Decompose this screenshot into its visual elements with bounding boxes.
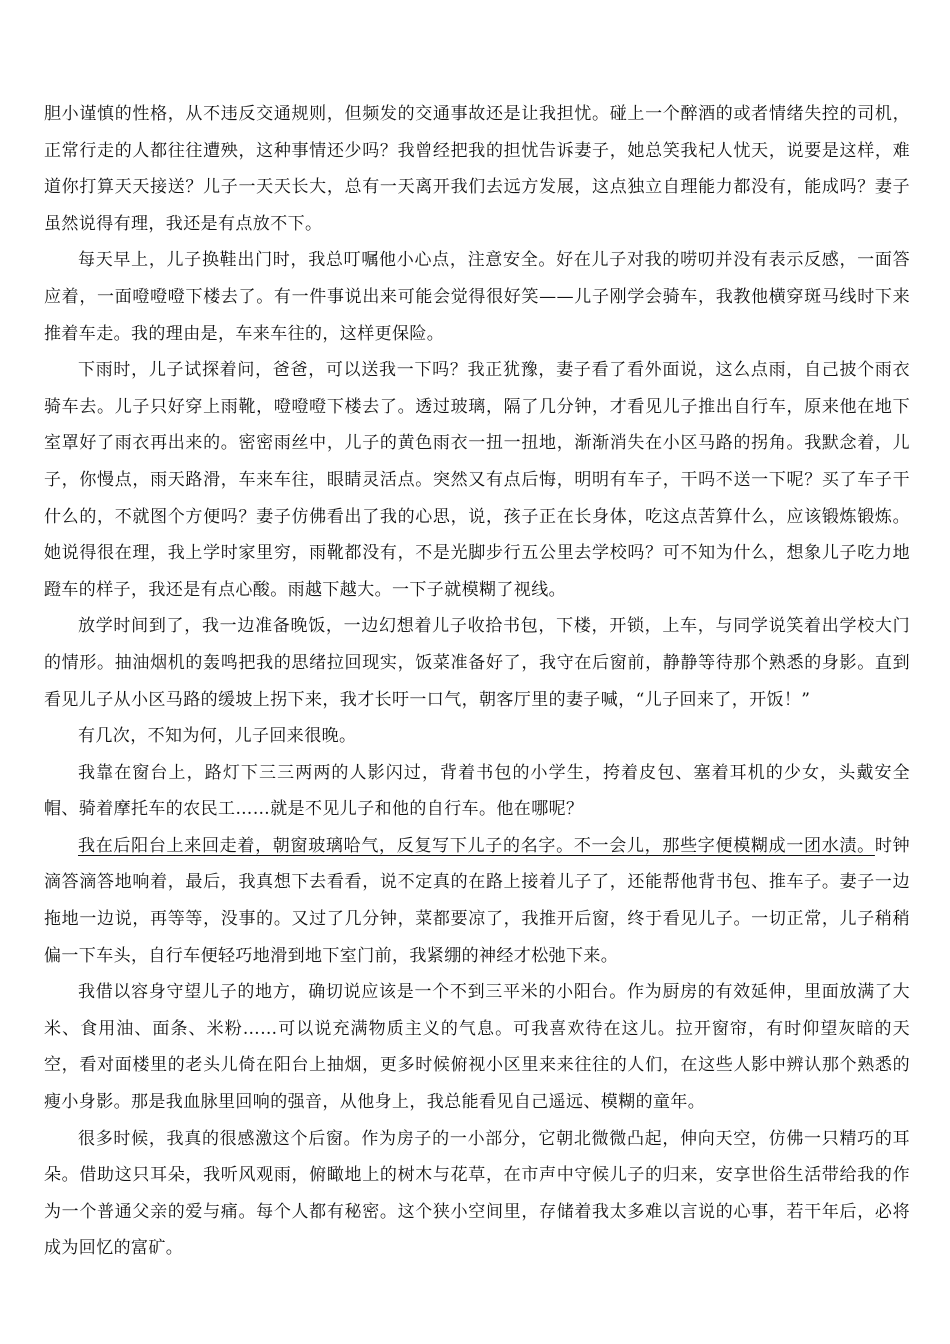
paragraph-7 (44, 828, 910, 974)
paragraph-6: 我靠在窗台上，路灯下三三两两的人影闪过，背着书包的小学生，挎着皮包、塞着耳机的少女，头戴安全帽、骑着摩托车的农民工……就是不见儿子和他的自行车。他在哪呢？ (44, 762, 910, 820)
paragraph-3: 下雨时，儿子试探着问，爸爸，可以送我一下吗？我正犹豫，妻子看了看外面说，这么点雨，自己披个雨衣骑车去。儿子只好穿上雨靴，噔噔噔下楼去了。透过玻璃，隔了几分钟，才看见儿子推出自行车，原来他在地下室罩好了雨衣再出来的。密密雨丝中，儿子的黄色雨衣一扭一扭地，渐渐消失在小区马路的拐角。我默念着，儿子，你慢点，雨天路滑，车来车往，眼睛灵活点。突然又有点后悔，明明有车子，干吗不送一下呢？买了车子干什么的，不就图个方便吗？妻子仿佛看出了我的心思，说，孩子正在长身体，吃这点苦算什么，应该锻炼锻炼。她说得很在理，我上学时家里穷，雨靴都没有，不是光脚步行五公里去学校吗？可不知为什么，想象儿子吃力地蹬车的样子，我还是有点心酸。雨越下越大。一下子就模糊了视线。 (44, 360, 910, 600)
paragraph-9: 很多时候，我真的很感激这个后窗。作为房子的一小部分，它朝北微微凸起，伸向天空，仿佛一只精巧的耳朵。借助这只耳朵，我听风观雨，俯瞰地上的树木与花草，在市声中守候儿子的归来，安享世俗生活带给我的作为一个普通父亲的爱与痛。每个人都有秘密。这个狭小空间里，存储着我太多难以言说的心事，若干年后，必将成为回忆的富矿。 (44, 1128, 910, 1259)
paragraph-8: 我借以容身守望儿子的地方，确切说应该是一个不到三平米的小阳台。作为厨房的有效延伸，里面放满了大米、食用油、面条、米粉……可以说充满物质主义的气息。可我喜欢待在这儿。拉开窗帘，有时仰望灰暗的天空，看对面楼里的老头儿倚在阳台上抽烟，更多时候俯视小区里来来往往的人们，在这些人影中辨认那个熟悉的瘦小身影。那是我血脉里回响的强音，从他身上，我总能看见自己遥远、模糊的童年。 (44, 982, 910, 1113)
paragraph-5: 有几次，不知为何，儿子回来很晚。 (78, 726, 357, 747)
underlined-sentence: 我在后阳台上来回走着，朝窗玻璃哈气，反复写下儿子的名字。不一会儿，那些字便模糊成一团水渍。 (78, 835, 875, 856)
paragraph-4: 放学时间到了，我一边准备晚饭，一边幻想着儿子收拾书包，下楼，开锁，上车，与同学说笑着出学校大门的情形。抽油烟机的轰鸣把我的思绪拉回现实，饭菜准备好了，我守在后窗前，静静等待那个熟悉的身影。直到看见儿子从小区马路的缓坡上拐下来，我才长吁一口气，朝客厅里的妻子喊，“儿子回来了，开饭！” (44, 616, 910, 710)
paragraph-7-rest: 时钟滴答滴答地响着，最后，我真想下去看看，说不定真的在路上接着儿子了，还能帮他背书包、推车子。妻子一边拖地一边说，再等等，没事的。又过了几分钟，菜都要凉了，我推开后窗，终于看见儿子。一切正常，儿子稍稍偏一下车头，自行车便轻巧地滑到地下室门前，我紧绷的神经才松弛下来。 (44, 835, 910, 966)
article-body (44, 96, 910, 1267)
paragraph-2: 每天早上，儿子换鞋出门时，我总叮嘱他小心点，注意安全。好在儿子对我的唠叨并没有表示反感，一面答应着，一面噔噔噔下楼去了。有一件事说出来可能会觉得很好笑——儿子刚学会骑车，我教他横穿斑马线时下来推着车走。我的理由是，车来车往的，这样更保险。 (44, 250, 910, 344)
paragraph-1: 胆小谨慎的性格，从不违反交通规则，但频发的交通事故还是让我担忧。碰上一个醉酒的或者情绪失控的司机，正常行走的人都往往遭殃，这种事情还少吗？我曾经把我的担忧告诉妻子，她总笑我杞人忧天，说要是这样，难道你打算天天接送？儿子一天天长大，总有一天离开我们去远方发展，这点独立自理能力都没有，能成吗？妻子虽然说得有理，我还是有点放不下。 (44, 104, 910, 234)
